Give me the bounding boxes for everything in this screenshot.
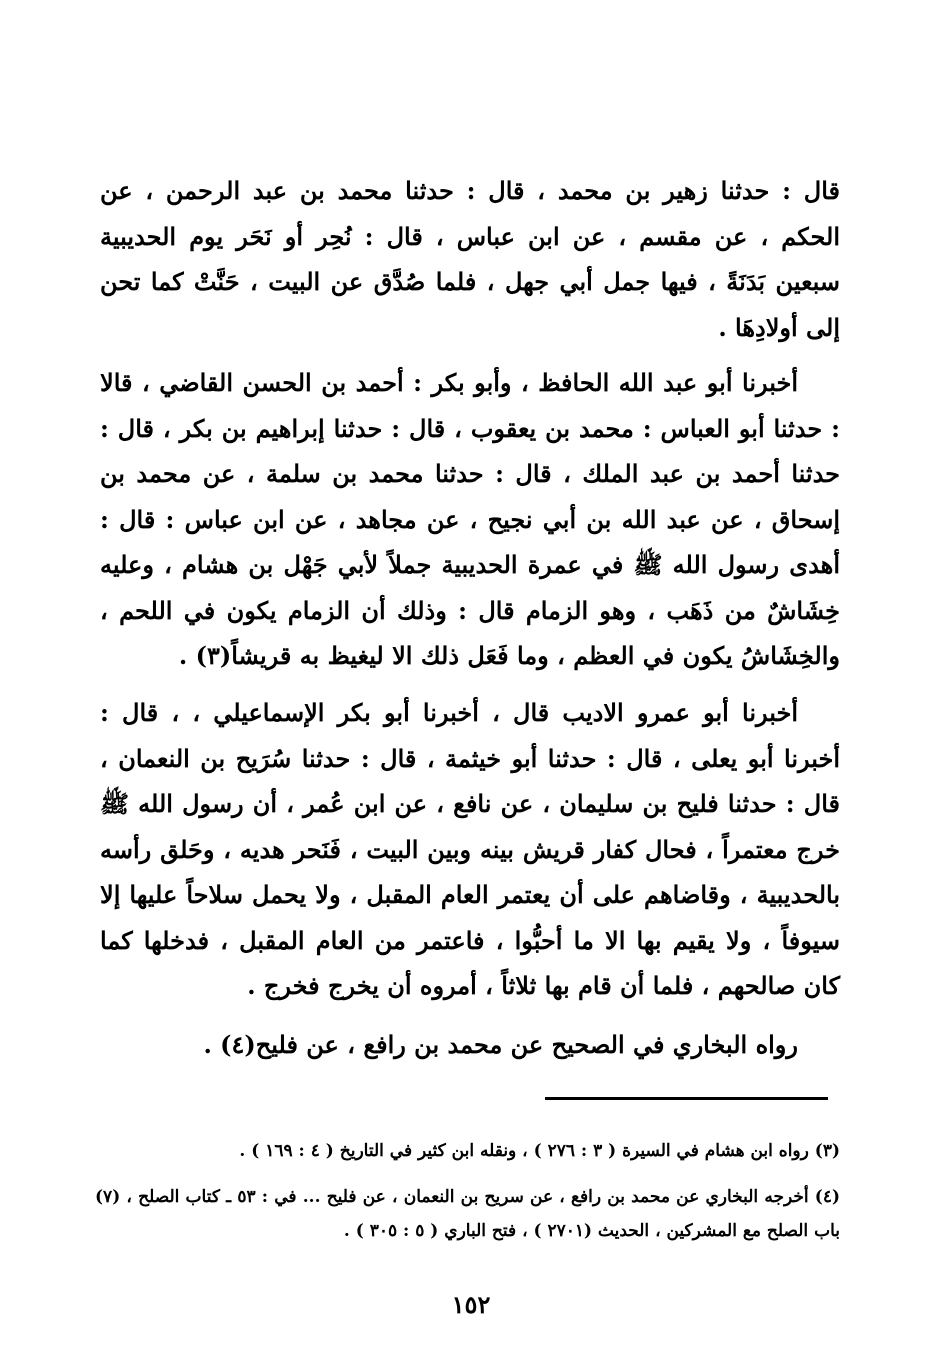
paragraph-1: قال : حدثنا زهير بن محمد ، قال : حدثنا محمد بن عبد الرحمن ، عن الحكم ، عن مقسم ، عن ابن عباس ، قال : نُحِر أو نَحَر يوم الحديبية سبعين بَدَنَةً ، فيها جمل أبي جهل ، فلما صُدَّق عن البيت ، حَنَّتْ كما تحن إلى أولادِهَا . bbox=[100, 176, 840, 342]
paragraph-4: رواه البخاري في الصحيح عن محمد بن رافع ، عن فليح(٤) . bbox=[203, 1030, 798, 1059]
footnote-3: (٣) رواه ابن هشام في السيرة ( ٣ : ٢٧٦ ) ، ونقله ابن كثير في التاريخ ( ٤ : ١٦٩ ) . bbox=[239, 1141, 840, 1161]
page-number: ١٥٢ bbox=[451, 1290, 491, 1319]
footnote-4: (٤) أخرجه البخاري عن محمد بن رافع ، عن سريح بن النعمان ، عن فليح ... في : ٥٣ ـ كتاب الصلح ، (٧) باب الصلح مع المشركين ، الحديث (٢٧٠١ ) ، فتح الباري ( ٥ : ٣٠٥ ) . bbox=[95, 1187, 840, 1241]
paragraph-2: أخبرنا أبو عبد الله الحافظ ، وأبو بكر : أحمد بن الحسن القاضي ، قالا : حدثنا أبو العباس : محمد بن يعقوب ، قال : حدثنا إبراهيم بن بكر ، قال : حدثنا أحمد بن عبد الملك ، قال : حدثنا محمد بن سلمة ، عن محمد بن إسحاق ، عن عبد الله بن أبي نجيح ، عن مجاهد ، عن ابن عباس : قال : أهدى رسول الله ﷺ في عمرة الحديبية جملاً لأبي جَهْل بن هشام ، وعليه خِشَاشٌ من ذَهَب ، وهو الزمام قال : وذلك أن الزمام يكون في اللحم ، والخِشَاشُ يكون في العظم ، وما فَعَل ذلك الا ليغيظ به قريشاً(٣) . bbox=[100, 368, 840, 670]
paragraph-3: أخبرنا أبو عمرو الاديب قال ، أخبرنا أبو بكر الإسماعيلي ، ، قال : أخبرنا أبو يعلى ، قال : حدثنا أبو خيثمة ، قال : حدثنا سُرَيح بن النعمان ، قال : حدثنا فليح بن سليمان ، عن نافع ، عن ابن عُمر ، أن رسول الله ﷺ خرج معتمراً ، فحال كفار قريش بينه وبين البيت ، فَنَحر هديه ، وحَلق رأسه بالحديبية ، وقاضاهم على أن يعتمر العام المقبل ، ولا يحمل سلاحاً عليها إلا سيوفاً ، ولا يقيم بها الا ما أحبُّوا ، فاعتمر من العام المقبل ، فدخلها كما كان صالحهم ، فلما أن قام بها ثلاثاً ، أمروه أن يخرج فخرج . bbox=[100, 698, 840, 1000]
footnote-separator bbox=[545, 1097, 828, 1100]
